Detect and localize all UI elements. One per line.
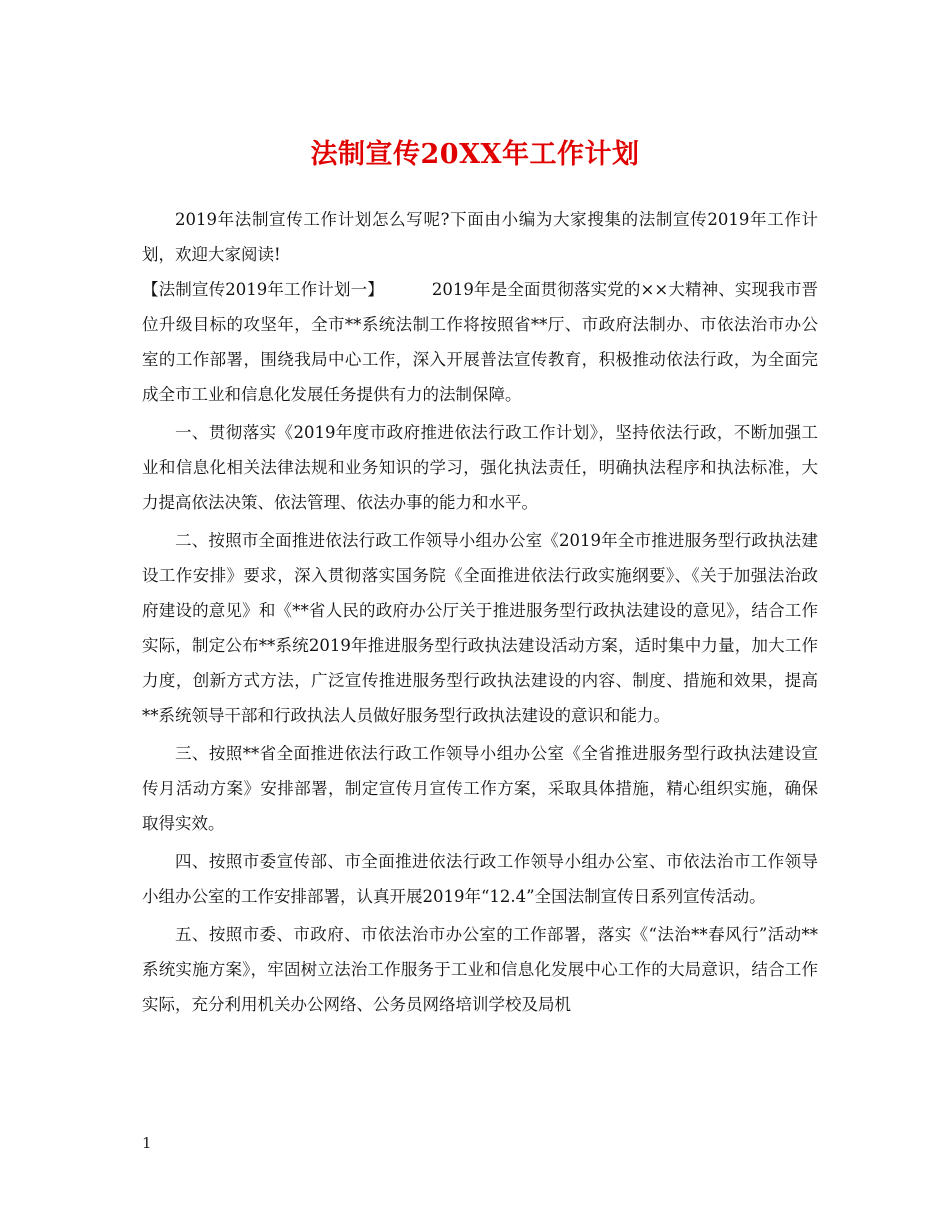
paragraph-1: 一、贯彻落实《2019年度市政府推进依法行政工作计划》，坚持依法行政，不断加强工业和信息化相关法律法规和业务知识的学习，强化执法责任，明确执法程序和执法标准，大力提高依法决策、依法管理、依法办事的能力和水平。 [142, 423, 818, 512]
page-number: 1 [142, 1134, 152, 1152]
section-heading: 【法制宣传2019年工作计划一】 [142, 280, 384, 299]
intro-paragraph: 2019年法制宣传工作计划怎么写呢?下面由小编为大家搜集的法制宣传2019年工作计划，欢迎大家阅读! [142, 210, 818, 264]
document-body [142, 202, 818, 1022]
document-title: 法制宣传20XX年工作计划 [310, 139, 640, 170]
paragraph-4: 四、按照市委宣传部、市全面推进依法行政工作领导小组办公室、市依法治市工作领导小组办公室的工作安排部署，认真开展2019年“12.4”全国法制宣传日系列宣传活动。 [142, 852, 818, 906]
paragraph-2: 二、按照市全面推进依法行政工作领导小组办公室《2019年全市推进服务型行政执法建设工作安排》要求，深入贯彻落实国务院《全面推进依法行政实施纲要》、《关于加强法治政府建设的意见》和《**省人民的政府办公厅关于推进服务型行政执法建设的意见》，结合工作实际，制定公布**系统2019年推进服务型行政执法建设活动方案，适时集中力量，加大工作力度，创新方式方法，广泛宣传推进服务型行政执法建设的内容、制度、措施和效果，提高**系统领导干部和行政执法人员做好服务型行政执法建设的意识和能力。 [142, 531, 818, 725]
paragraph-3: 三、按照**省全面推进依法行政工作领导小组办公室《全省推进服务型行政执法建设宣传月活动方案》安排部署，制定宣传月宣传工作方案，采取具体措施，精心组织实施，确保取得实效。 [142, 744, 818, 833]
section-lead-text: 2019年是全面贯彻落实党的××大精神、实现我市晋位升级目标的攻坚年，全市**系统法制工作将按照省**厅、市政府法制办、市依法治市办公室的工作部署，围绕我局中心工作，深入开展普法宣传教育，积极推动依法行政，为全面完成全市工业和信息化发展任务提供有力的法制保障。 [142, 280, 818, 404]
paragraph-5: 五、按照市委、市政府、市依法治市办公室的工作部署，落实《“法治**春风行”活动**系统实施方案》，牢固树立法治工作服务于工业和信息化发展中心工作的大局意识，结合工作实际，充分利用机关办公网络、公务员网络培训学校及局机 [142, 925, 818, 1014]
section-paragraph [142, 272, 818, 412]
